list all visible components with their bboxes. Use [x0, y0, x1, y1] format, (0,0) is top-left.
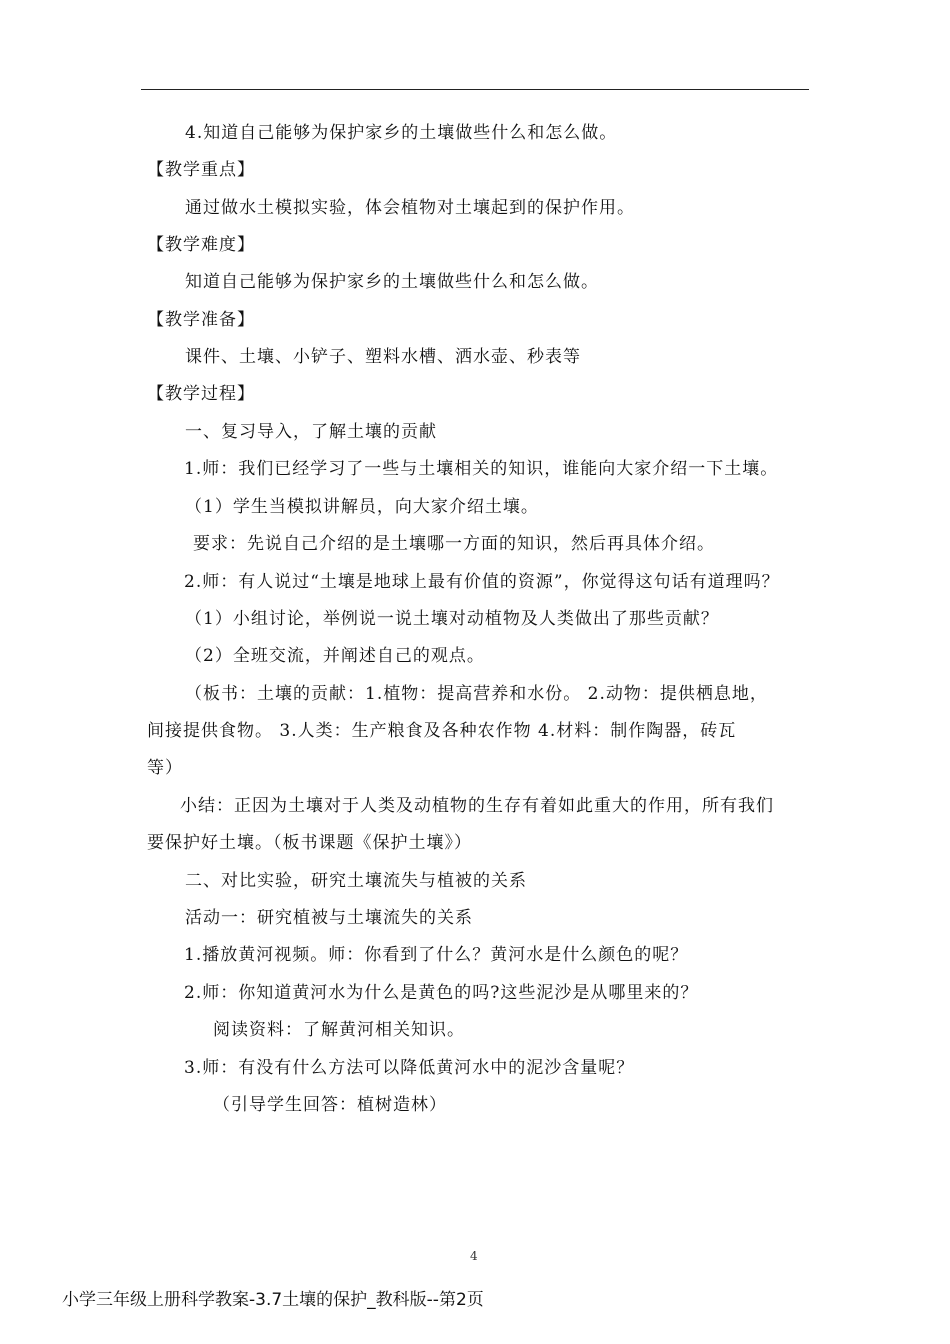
header-rule	[141, 89, 809, 90]
section-1-title: 一、复习导入，了解土壤的贡献	[185, 422, 437, 442]
page-number: 4	[470, 1249, 478, 1263]
heading-key-points: 【教学重点】	[147, 160, 255, 180]
step-2-sub-2: （2）全班交流，并阐述自己的观点。	[185, 646, 485, 666]
objective-4: 4.知道自己能够为保护家乡的土壤做些什么和怎么做。	[185, 123, 618, 143]
reading-material: 阅读资料：了解黄河相关知识。	[213, 1020, 465, 1040]
section-2-title: 二、对比实验，研究土壤流失与植被的关系	[185, 871, 527, 891]
step-1-teacher: 1.师：我们已经学习了一些与土壤相关的知识，谁能向大家介绍一下土壤。	[184, 459, 779, 479]
footer-caption: 小学三年级上册科学教案-3.7土壤的保护_教科版--第2页	[62, 1290, 484, 1310]
activity-step-2: 2.师：你知道黄河水为什么是黄色的吗?这些泥沙是从哪里来的？	[184, 983, 699, 1003]
step-2-sub-1: （1）小组讨论，举例说一说土壤对动植物及人类做出了那些贡献？	[185, 609, 719, 629]
heading-process: 【教学过程】	[147, 384, 255, 404]
heading-difficulty: 【教学难度】	[147, 235, 255, 255]
step-1-requirement: 要求：先说自己介绍的是土壤哪一方面的知识，然后再具体介绍。	[193, 534, 715, 554]
activity-step-1: 1.播放黄河视频。师：你看到了什么？黄河水是什么颜色的呢？	[184, 945, 689, 965]
summary-line-2: 要保护好土壤。（板书课题《保护土壤》）	[147, 833, 472, 853]
board-note-line-1: （板书：土壤的贡献：1.植物：提高营养和水份。 2.动物：提供栖息地，	[185, 684, 768, 704]
heading-preparation: 【教学准备】	[147, 310, 255, 330]
activity-step-3: 3.师：有没有什么方法可以降低黄河水中的泥沙含量呢？	[184, 1058, 635, 1078]
guidance-answer: （引导学生回答：植树造林）	[213, 1095, 447, 1115]
board-note-line-3: 等）	[147, 758, 183, 778]
board-note-line-2: 间接提供食物。 3.人类：生产粮食及各种农作物 4.材料：制作陶器，砖瓦	[147, 721, 737, 741]
step-2-teacher: 2.师：有人说过“土壤是地球上最有价值的资源”，你觉得这句话有道理吗？	[184, 572, 780, 592]
key-points-text: 通过做水土模拟实验，体会植物对土壤起到的保护作用。	[185, 198, 635, 218]
preparation-text: 课件、土壤、小铲子、塑料水槽、洒水壶、秒表等	[185, 347, 581, 367]
step-1-sub-1: （1）学生当模拟讲解员，向大家介绍土壤。	[185, 497, 539, 517]
summary-line-1: 小结：正因为土壤对于人类及动植物的生存有着如此重大的作用，所有我们	[180, 796, 774, 816]
activity-1-title: 活动一：研究植被与土壤流失的关系	[185, 908, 473, 928]
difficulty-text: 知道自己能够为保护家乡的土壤做些什么和怎么做。	[185, 272, 599, 292]
